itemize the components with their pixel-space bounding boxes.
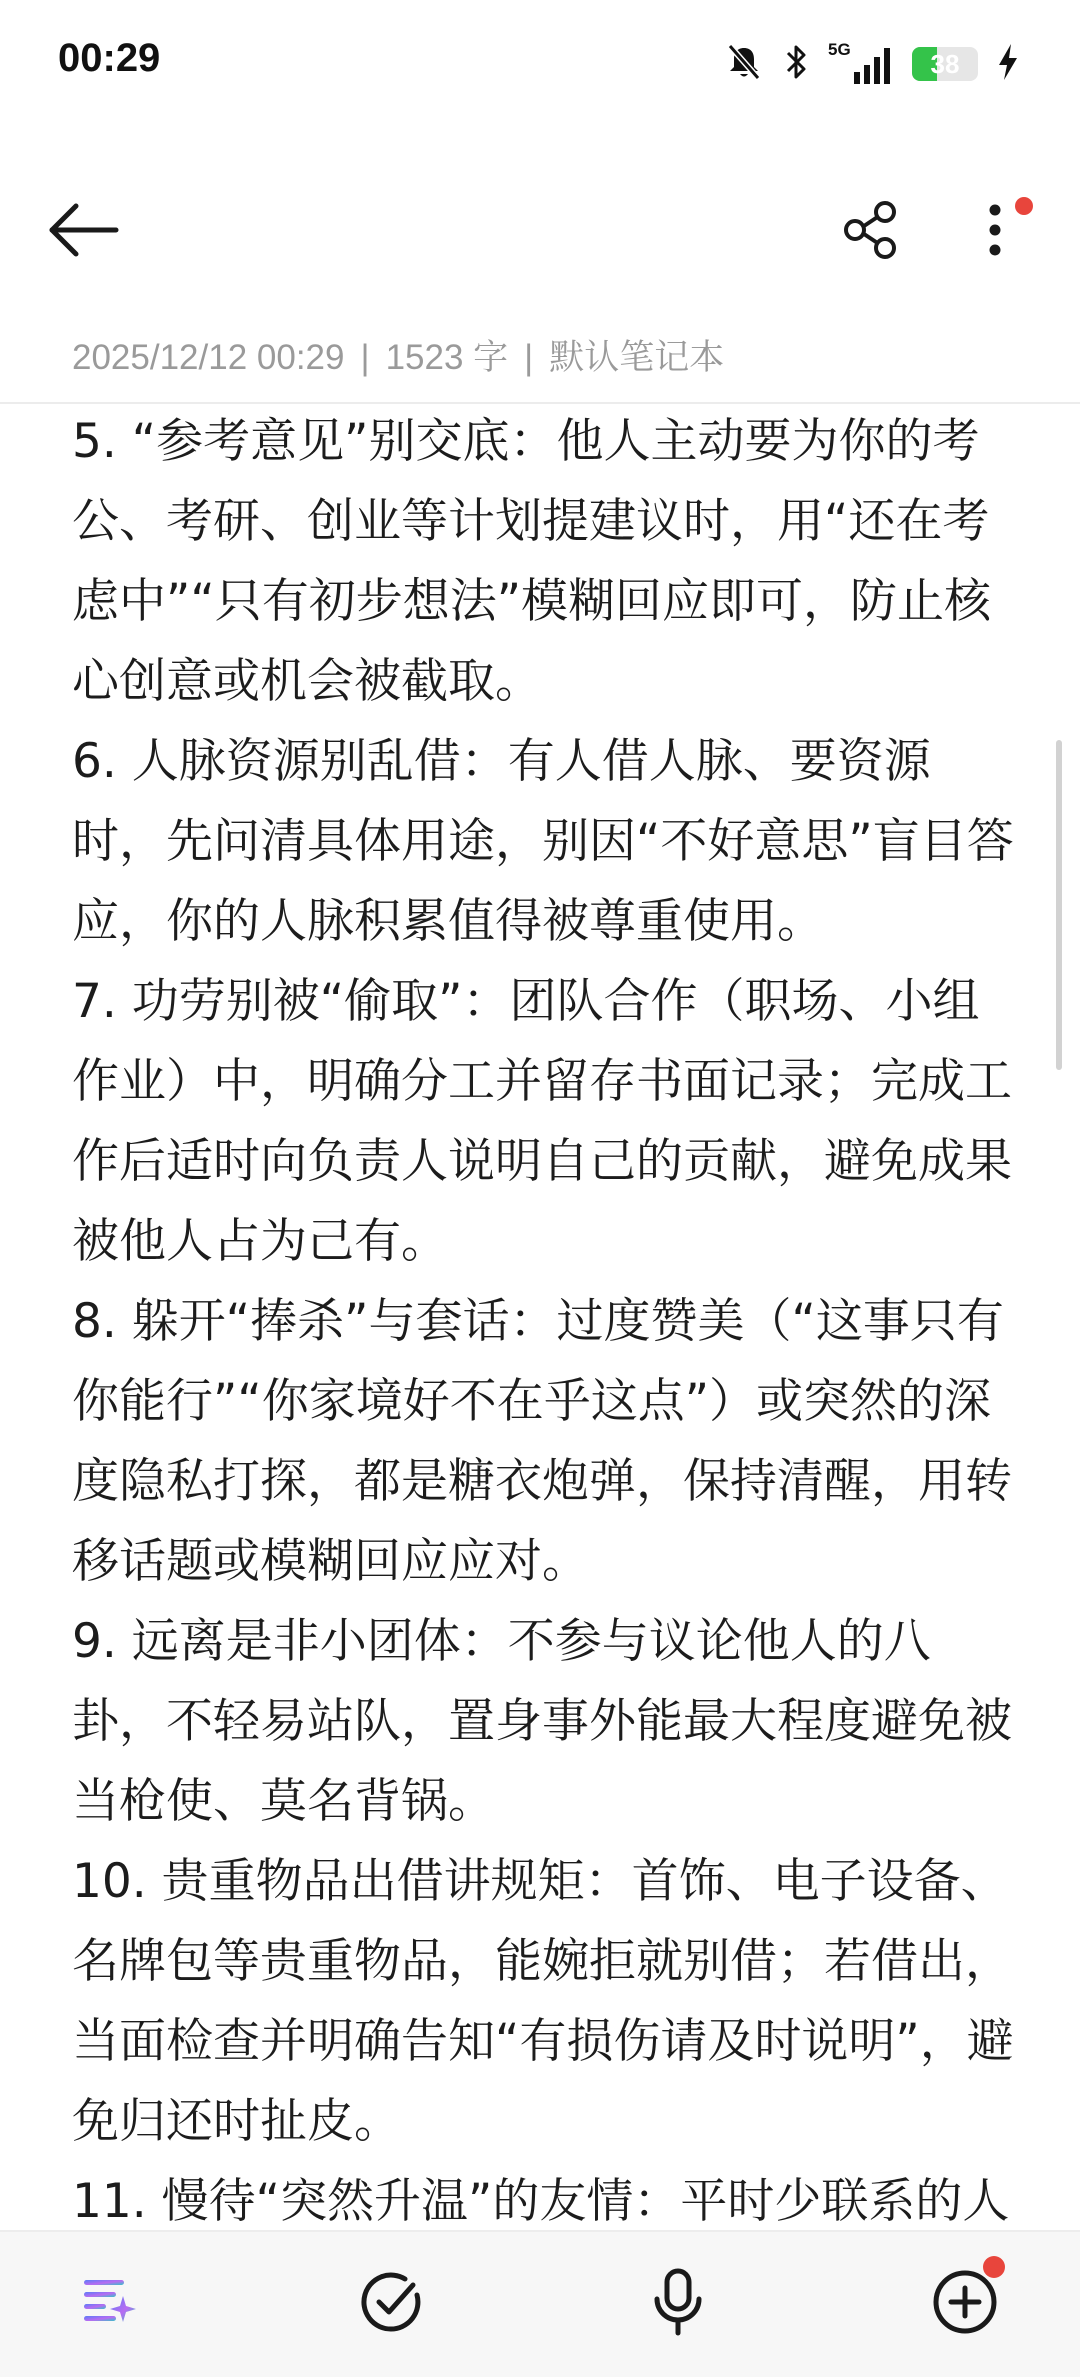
note-body[interactable] xyxy=(72,402,1022,2230)
meta-separator: | xyxy=(524,338,534,377)
back-arrow-icon xyxy=(40,190,130,270)
scrollbar[interactable] xyxy=(1056,740,1062,1070)
note-paragraph[interactable]: 6. 人脉资源别乱借：有人借人脉、要资源时，先问清具体用途，别因“不好意思”盲目答应，你的人脉积累值得被尊重使用。 xyxy=(72,734,1014,949)
bottom-toolbar xyxy=(0,2230,1080,2377)
note-word-count: 1523 字 xyxy=(385,338,509,377)
bluetooth-icon xyxy=(782,42,810,86)
note-paragraph[interactable]: 5. “参考意见”别交底：他人主动要为你的考公、考研、创业等计划提建议时，用“还在考虑中”“只有初步想法”模糊回应即可，防止核心创意或机会被截取。 xyxy=(72,414,992,709)
add-button[interactable] xyxy=(925,2262,1005,2342)
bell-off-icon xyxy=(724,42,764,86)
microphone-icon xyxy=(648,2267,708,2337)
checklist-button[interactable] xyxy=(352,2262,432,2342)
note-date: 2025/12/12 00:29 xyxy=(72,338,345,377)
voice-input-button[interactable] xyxy=(638,2262,718,2342)
more-options-button[interactable] xyxy=(960,190,1030,270)
notification-dot xyxy=(983,2256,1005,2278)
charging-icon xyxy=(996,42,1020,86)
status-icons xyxy=(724,38,1020,90)
status-time: 00:29 xyxy=(58,36,161,80)
note-paragraph[interactable]: 9. 远离是非小团体：不参与议论他人的八卦，不轻易站队，置身事外能最大程度避免被当枪使、莫名背锅。 xyxy=(72,1614,1012,1829)
status-bar xyxy=(0,0,1080,130)
ai-format-icon xyxy=(76,2270,140,2334)
checklist-icon xyxy=(357,2267,427,2337)
ai-format-button[interactable] xyxy=(68,2262,148,2342)
top-toolbar xyxy=(0,170,1080,290)
add-circle-icon xyxy=(930,2267,1000,2337)
note-paragraph[interactable]: 10. 贵重物品出借讲规矩：首饰、电子设备、名牌包等贵重物品，能婉拒就别借；若借出，当面检查并明确告知“有损伤请及时说明”，避免归还时扯皮。 xyxy=(72,1854,1014,2149)
meta-separator: | xyxy=(360,338,370,377)
notification-dot xyxy=(1015,197,1033,215)
share-icon xyxy=(830,190,910,270)
note-notebook[interactable]: 默认笔记本 xyxy=(549,338,725,377)
note-paragraph[interactable]: 7. 功劳别被“偷取”：团队合作（职场、小组作业）中，明确分工并留存书面记录；完成工作后适时向负责人说明自己的贡献，避免成果被他人占为己有。 xyxy=(72,974,1012,1269)
note-meta xyxy=(72,330,724,380)
battery-level: 38 xyxy=(930,48,960,79)
battery-icon xyxy=(912,47,978,81)
signal-5g-icon xyxy=(828,42,894,86)
network-label: 5G xyxy=(828,40,851,59)
share-button[interactable] xyxy=(830,190,910,270)
back-button[interactable] xyxy=(40,190,130,270)
note-paragraph[interactable]: 8. 躲开“捧杀”与套话：过度赞美（“这事只有你能行”“你家境好不在乎这点”）或突然的深度隐私打探，都是糖衣炮弹，保持清醒，用转移话题或模糊回应应对。 xyxy=(72,1294,1012,1589)
note-paragraph[interactable]: 11. 慢待“突然升温”的友情：平时少联系的人 xyxy=(72,2174,1010,2229)
